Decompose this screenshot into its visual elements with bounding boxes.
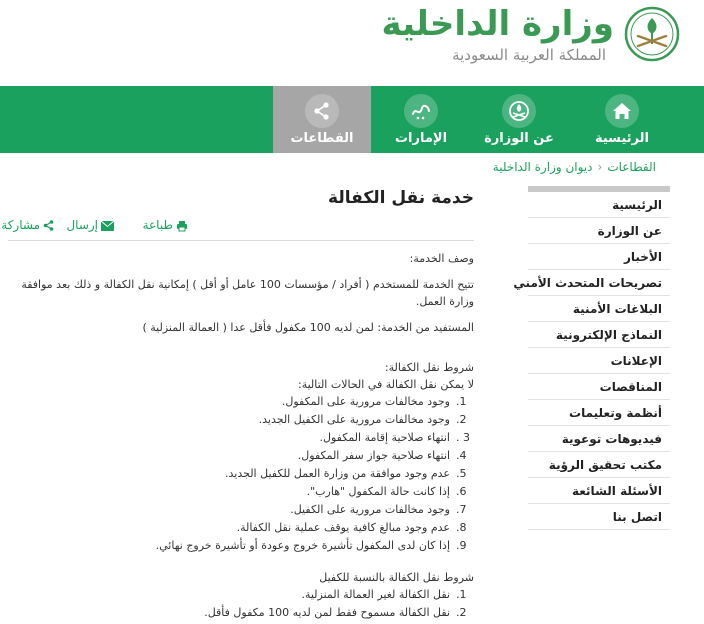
conditions-list [8,393,474,555]
sidebar-item-vision-office[interactable]: مكتب تحقيق الرؤية [528,452,670,478]
sidebar-item-regulations[interactable]: أنظمة وتعليمات [528,400,670,426]
send-button[interactable] [66,218,114,232]
service-details [8,250,474,622]
nav-home-label: الرئيسية [594,131,650,146]
list-item: 9.إذا كان لدى المكفول تأشيرة خروج وعودة أو تأشيرة خروج نهائي. [155,539,467,552]
site-header [0,0,704,86]
conditions-title: شروط نقل الكفالة: [384,361,474,374]
nav-emirates[interactable] [373,86,469,153]
sidebar-item-security-reports[interactable]: البلاغات الأمنية [528,296,670,322]
list-item: 1.نقل الكفالة لغير العمالة المنزلية. [301,588,467,601]
emirates-icon [404,94,438,128]
nav-sectors-label: القطاعات [290,131,354,146]
list-item: 2.وجود مخالفات مرورية على الكفيل الجديد. [258,413,467,426]
breadcrumb-ministry-court[interactable]: ديوان وزارة الداخلية [492,160,593,174]
sidebar-item-home[interactable]: الرئيسية [528,192,670,218]
list-item: 2.نقل الكفالة مسموح فقط لمن لديه 100 مكفول فأقل. [204,606,467,619]
print-label: طباعة [142,218,173,232]
page-actions [1,218,474,240]
page-title: خدمة نقل الكفالة [328,188,474,208]
service-desc: تتيح الخدمة للمستخدم ( أفراد / مؤسسات 100 عامل أو أقل ) إمكانية نقل الكفالة و ذلك بعد موافقة وزارة العمل. [21,278,474,308]
nav-about-ministry[interactable] [471,86,567,153]
sidebar-item-announcements[interactable]: الإعلانات [528,348,670,374]
breadcrumb-sectors[interactable]: القطاعات [607,160,656,174]
list-item: 8.عدم وجود مبالغ كافية يوقف عملية نقل الكفالة. [236,521,467,534]
sponsor-conditions-title: شروط نقل الكفالة بالنسبة للكفيل [319,571,474,584]
sidebar-item-videos[interactable]: فيديوهات توعوية [528,426,670,452]
nav-about-label: عن الوزارة [484,131,554,146]
title-divider [8,240,474,241]
sidebar-item-faq[interactable]: الأسئلة الشائعة [528,478,670,504]
send-label: إرسال [66,218,98,232]
beneficiary-text: المستفيد من الخدمة: لمن لديه 100 مكفول فأقل عدا ( العمالة المنزلية ) [142,321,474,334]
sidebar-item-eforms[interactable]: النماذج الإلكترونية [528,322,670,348]
main-navbar [0,86,704,153]
breadcrumb [493,160,656,174]
envelope-icon [101,221,114,231]
list-item: 4.انتهاء صلاحية جواز سفر المكفول. [297,449,467,462]
sidebar-menu [513,186,670,530]
print-button[interactable] [143,218,188,232]
sponsor-conditions-list [8,586,474,622]
share-button[interactable] [1,218,54,232]
sidebar-item-tenders[interactable]: المناقصات [528,374,670,400]
sidebar-item-contact[interactable]: اتصل بنا [528,504,670,530]
list-item: 5.عدم وجود موافقة من وزارة العمل للكفيل الجديد. [225,467,467,480]
list-item: 6.إذا كانت حالة المكفول "هارب". [306,485,467,498]
list-item: 1.وجود مخالفات مرورية على المكفول. [281,395,467,408]
emblem-icon [502,94,536,128]
breadcrumb-separator: ‹ [597,160,603,174]
main-content [1,184,474,619]
sidebar-item-about[interactable]: عن الوزارة [528,218,670,244]
spacer [8,345,474,359]
spacer [8,555,474,569]
sidebar-item-news[interactable]: الأخبار [528,244,670,270]
print-icon [176,220,188,232]
share-network-icon [305,94,339,128]
list-item: 7.وجود مخالفات مرورية على الكفيل. [290,503,467,516]
ministry-title[interactable]: وزارة الداخلية [381,4,614,44]
conditions-intro: لا يمكن نقل الكفالة في الحالات التالية: [298,378,474,391]
sidebar-item-spokesman[interactable]: تصريحات المتحدث الأمني [528,270,670,296]
nav-home[interactable] [574,86,670,153]
nav-sectors[interactable] [273,86,371,153]
saudi-emblem-icon[interactable] [624,6,680,62]
home-icon [605,94,639,128]
service-desc-label: وصف الخدمة: [409,252,474,265]
share-label: مشاركة [1,218,40,232]
nav-emirates-label: الإمارات [394,131,448,146]
kingdom-subtitle: المملكة العربية السعودية [452,46,606,64]
share-icon [43,220,54,231]
list-item: 3 .انتهاء صلاحية إقامة المكفول. [319,431,470,444]
